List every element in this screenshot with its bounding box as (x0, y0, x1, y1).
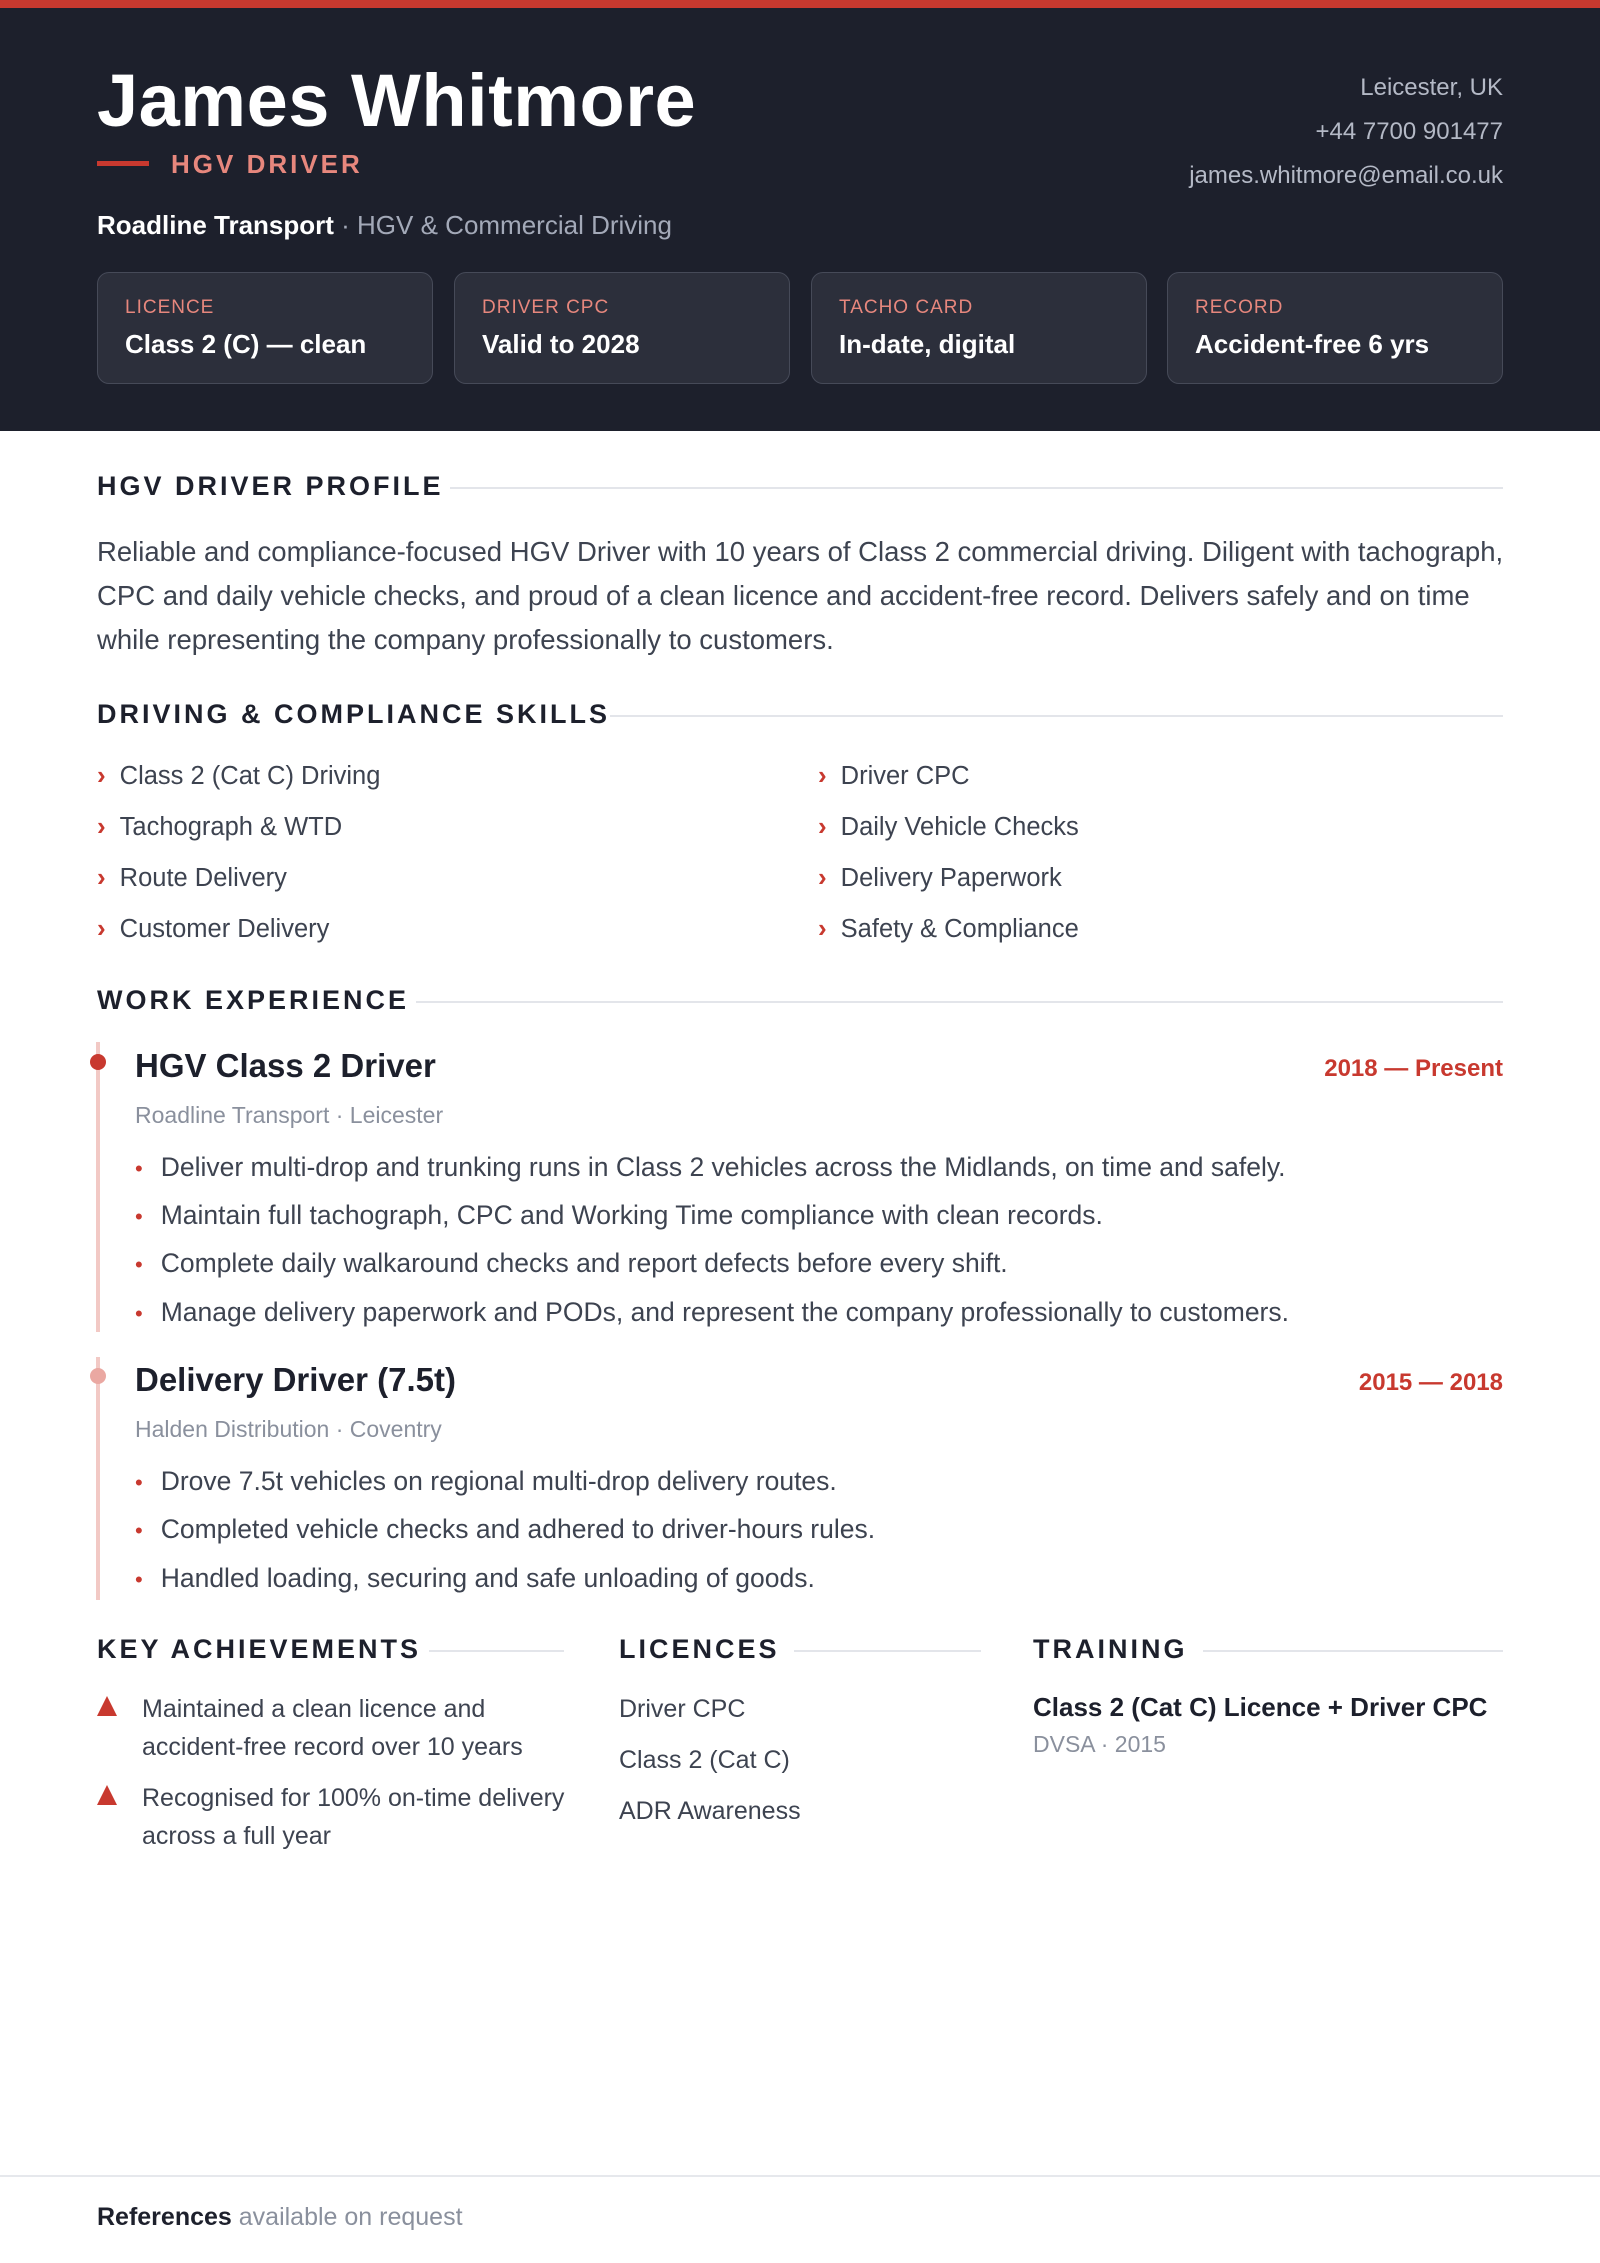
section-title-experience: WORK EXPERIENCE (97, 985, 410, 1015)
card-record (1167, 272, 1503, 384)
card-driver-cpc (454, 272, 790, 384)
section-rule (610, 715, 1503, 717)
bullet-dot-icon: • (135, 1518, 143, 1543)
skill-item (97, 758, 380, 793)
chevron-right-icon: › (818, 760, 827, 790)
company-name: Roadline Transport (97, 210, 334, 240)
contact-location: Leicester, UK (1360, 74, 1503, 101)
job-bullet (135, 1295, 1289, 1331)
timeline-bar (96, 1042, 100, 1332)
section-rule (1203, 1650, 1503, 1652)
licence-item: ADR Awareness (619, 1797, 801, 1825)
section-title-licences: LICENCES (619, 1634, 780, 1664)
licence-item: Driver CPC (619, 1695, 746, 1723)
candidate-name: James Whitmore (97, 59, 697, 142)
bullet-dot-icon: • (135, 1470, 143, 1495)
job-dates: 2018 — Present (1324, 1055, 1503, 1082)
triangle-up-icon (97, 1785, 117, 1805)
skill-item (97, 860, 287, 895)
card-label: RECORD (1195, 297, 1284, 318)
achievement-text: Recognised for 100% on-time delivery across a full year (142, 1784, 565, 1850)
accent-top-bar (0, 0, 1600, 8)
company-separator: · (333, 210, 358, 240)
job-title: HGV Class 2 Driver (135, 1047, 436, 1084)
company-sector: HGV & Commercial Driving (357, 210, 672, 240)
job-bullet (135, 1150, 1286, 1186)
skill-label: Route Delivery (119, 864, 287, 892)
skill-item (818, 860, 1062, 895)
chevron-right-icon: › (818, 862, 827, 892)
skill-label: Delivery Paperwork (840, 864, 1062, 892)
bullet-text: Complete daily walkaround checks and report defects before every shift. (160, 1248, 1008, 1278)
bullet-dot-icon: • (135, 1301, 143, 1326)
section-title-training: TRAINING (1033, 1634, 1188, 1664)
skill-item (97, 911, 329, 946)
contact-phone: +44 7700 901477 (1315, 118, 1503, 145)
chevron-right-icon: › (97, 811, 106, 841)
skill-label: Daily Vehicle Checks (840, 813, 1079, 841)
job-bullet (135, 1464, 837, 1500)
footer-references (97, 2200, 463, 2234)
skill-label: Tachograph & WTD (119, 813, 343, 841)
bullet-text: Manage delivery paperwork and PODs, and represent the company professionally to customers. (160, 1297, 1289, 1327)
job-bullet (135, 1512, 875, 1548)
skill-item (818, 758, 970, 793)
licence-item: Class 2 (Cat C) (619, 1746, 790, 1774)
job-title: Delivery Driver (7.5t) (135, 1361, 456, 1398)
skill-label: Driver CPC (840, 762, 970, 790)
card-label: DRIVER CPC (482, 297, 610, 318)
bullet-text: Completed vehicle checks and adhered to driver-hours rules. (160, 1514, 876, 1544)
card-licence (97, 272, 433, 384)
section-title-profile: HGV DRIVER PROFILE (97, 471, 444, 501)
card-tacho-card (811, 272, 1147, 384)
profile-summary: Reliable and compliance-focused HGV Driver with 10 years of Class 2 commercial driving. Diligent with tachograph, CPC and daily vehicle checks, and proud of a clean licence and accident-free record. Delivers safely and on time while representing the company professionally to customers. (97, 536, 1504, 655)
triangle-up-icon (97, 1696, 117, 1716)
job-bullet (135, 1198, 1103, 1234)
timeline-bar (96, 1357, 100, 1600)
contact-email[interactable]: james.whitmore@email.co.uk (1189, 162, 1503, 189)
bullet-text: Drove 7.5t vehicles on regional multi-drop delivery routes. (160, 1466, 837, 1496)
job-employer: Roadline Transport · Leicester (135, 1102, 444, 1128)
bullet-dot-icon: • (135, 1252, 143, 1277)
card-value: Accident-free 6 yrs (1195, 329, 1430, 359)
references-text: available on request (238, 2203, 463, 2231)
chevron-right-icon: › (97, 760, 106, 790)
bullet-dot-icon: • (135, 1156, 143, 1181)
card-label: TACHO CARD (839, 297, 974, 318)
skill-item (818, 911, 1079, 946)
job-dates: 2015 — 2018 (1358, 1369, 1503, 1396)
timeline-dot-past (90, 1368, 106, 1384)
training-detail: DVSA · 2015 (1033, 1731, 1166, 1757)
achievement-item (97, 1690, 567, 1770)
section-title-skills: DRIVING & COMPLIANCE SKILLS (97, 699, 611, 729)
bullet-text: Handled loading, securing and safe unloading of goods. (160, 1563, 815, 1593)
contact-block (1189, 66, 1503, 198)
section-rule (416, 1001, 1503, 1003)
role-accent-line (97, 161, 149, 166)
skill-item (818, 809, 1079, 844)
skill-item (97, 809, 342, 844)
section-title-achievements: KEY ACHIEVEMENTS (97, 1634, 422, 1664)
section-rule (450, 487, 1503, 489)
job-bullet (135, 1561, 815, 1597)
chevron-right-icon: › (97, 913, 106, 943)
skill-label: Safety & Compliance (840, 915, 1079, 943)
candidate-role: HGV DRIVER (171, 149, 363, 179)
timeline-dot-current (90, 1054, 106, 1070)
card-value: Valid to 2028 (482, 329, 640, 359)
section-rule (429, 1650, 564, 1652)
card-value: Class 2 (C) — clean (125, 329, 367, 359)
bullet-dot-icon: • (135, 1204, 143, 1229)
skill-label: Class 2 (Cat C) Driving (119, 762, 381, 790)
bullet-text: Deliver multi-drop and trunking runs in Class 2 vehicles across the Midlands, on time and safely. (160, 1152, 1286, 1182)
job-bullet (135, 1246, 1008, 1282)
skill-label: Customer Delivery (119, 915, 330, 943)
section-rule (794, 1650, 981, 1652)
achievement-text: Maintained a clean licence and accident-free record over 10 years (142, 1695, 523, 1761)
card-value: In-date, digital (839, 329, 1016, 359)
bullet-text: Maintain full tachograph, CPC and Working Time compliance with clean records. (160, 1200, 1103, 1230)
card-label: LICENCE (125, 297, 215, 318)
achievement-item (97, 1779, 567, 1859)
training-course: Class 2 (Cat C) Licence + Driver CPC (1033, 1692, 1488, 1722)
chevron-right-icon: › (818, 913, 827, 943)
resume-header (0, 8, 1600, 431)
chevron-right-icon: › (97, 862, 106, 892)
references-label: References (97, 2203, 232, 2231)
company-line (97, 208, 672, 242)
bullet-dot-icon: • (135, 1567, 143, 1592)
job-employer: Halden Distribution · Coventry (135, 1416, 442, 1442)
footer-rule (0, 2175, 1600, 2177)
credential-cards (97, 272, 1503, 386)
chevron-right-icon: › (818, 811, 827, 841)
